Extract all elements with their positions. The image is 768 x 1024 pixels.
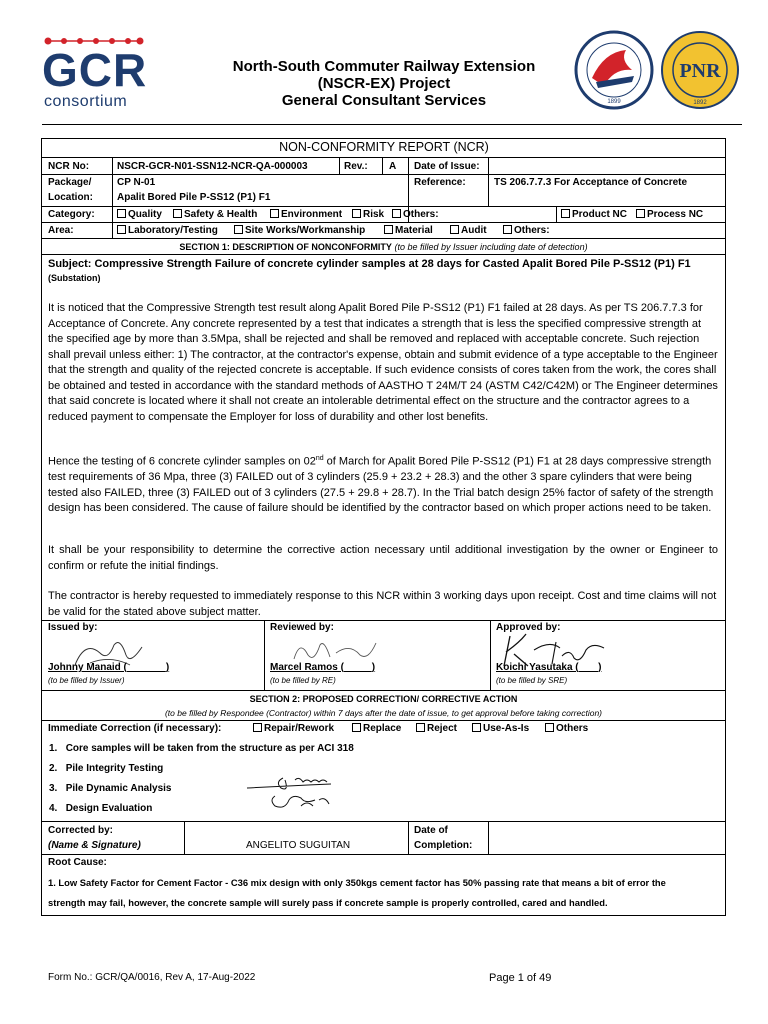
- title-line-1: North-South Commuter Railway Extension: [232, 58, 536, 75]
- checkbox[interactable]: [450, 225, 459, 234]
- dotr-seal-icon: [574, 30, 654, 110]
- reviewed-by-note: (to be filled by RE): [270, 676, 336, 685]
- option-others[interactable]: Others: [545, 723, 588, 735]
- rev-value: A: [389, 161, 397, 172]
- corrected-by-name: ANGELITO SUGUITAN: [246, 840, 351, 851]
- list-item: 1. Core samples will be taken from the structure as per ACI 318: [49, 743, 354, 754]
- date-of-completion-label-2: Completion:: [414, 840, 473, 851]
- footer-page-number: Page 1 of 49: [489, 972, 552, 984]
- pnr-seal-icon: [660, 30, 740, 110]
- title-line-2: (NSCR-EX) Project: [317, 75, 451, 92]
- area-others[interactable]: Others:: [503, 225, 550, 237]
- paragraph-3: It shall be your responsibility to determine the corrective action necessary until additional investigation by the owner or Engineer to confirm or refute the initial findings.: [48, 544, 718, 572]
- package-label: Package/: [48, 177, 92, 188]
- option-use-as-is[interactable]: Use-As-Is: [472, 723, 529, 735]
- gcr-logo: [42, 35, 152, 115]
- checkbox[interactable]: [503, 225, 512, 234]
- reference-label: Reference:: [414, 177, 466, 188]
- seal2-mark: PNR: [679, 60, 721, 82]
- issued-by-label: Issued by:: [48, 622, 98, 633]
- immediate-correction-label: Immediate Correction (if necessary):: [48, 723, 222, 734]
- category-process-nc[interactable]: Process NC: [636, 209, 703, 221]
- list-item: 4. Design Evaluation: [49, 803, 153, 814]
- reviewed-by-label: Reviewed by:: [270, 622, 334, 633]
- corrected-by-sub: (Name & Signature): [48, 840, 141, 851]
- category-risk[interactable]: Risk: [352, 209, 384, 221]
- section1-header: [42, 241, 725, 253]
- category-others[interactable]: Others:: [392, 209, 439, 221]
- section2-note: (to be filled by Respondee (Contractor) within 7 days after the date of issue, to get approval before taking correction): [164, 708, 603, 718]
- seal1-year: 1899: [607, 99, 621, 105]
- area-laboratory[interactable]: Laboratory/Testing: [117, 225, 218, 237]
- header-divider: [42, 124, 742, 125]
- category-environment[interactable]: Environment: [270, 209, 342, 221]
- paragraph-1: It is noticed that the Compressive Strength test result along Apalit Bored Pile P-SS12 (P1) F1 failed at 28 days. As per TS 206.7.7.3 for Acceptance of Concrete. Any concrete represented by a test that indicates a strength that is less the specified compressive strength at the specified age by more than 3.5Mpa, shall be rejected and shall be removed and replaced with acceptable concrete. Such rejection shall prevail unless either: 1) The contractor, at the contractor's expense, obtain and submit evidence of a type acceptable to the Engineer that the strength and quality of the rejected concrete is acceptable. If such evidence consists of cores taken from the work, the cores shall be obtained and tested in accordance with the standard methods of AASTHO T 24M/T 24 (ASTM C42/C42M) or The Engineer determines that said concrete is located where it shall not create an intolerable detrimental effect on the structure and the contractor agrees to a reduced payment to compensate the Employer for loss of durability and other lost benefits.: [48, 302, 718, 423]
- reference-value: TS 206.7.7.3 For Acceptance of Concrete: [494, 177, 688, 188]
- list-item: 3. Pile Dynamic Analysis: [49, 783, 172, 794]
- list-item: 2. Pile Integrity Testing: [49, 763, 164, 774]
- paragraph-4: The contractor is hereby requested to immediately response to this NCR within 3 working days upon receipt. Cost and time claims will not be valid for the stated above subject matter.: [48, 590, 717, 618]
- option-repair-rework[interactable]: Repair/Rework: [253, 723, 334, 735]
- footer-form-number: Form No.: GCR/QA/0016, Rev A, 17-Aug-2022: [48, 972, 256, 983]
- root-cause-line-1: 1. Low Safety Factor for Cement Factor - C36 mix design with only 350kgs cement factor has 50% passing rate that means a bit of error the: [48, 877, 666, 888]
- root-cause-label: Root Cause:: [48, 857, 107, 868]
- section2-title: SECTION 2: PROPOSED CORRECTION/ CORRECTIVE ACTION: [249, 694, 518, 704]
- checkbox[interactable]: [253, 723, 262, 732]
- area-label: Area:: [48, 225, 74, 236]
- option-reject[interactable]: Reject: [416, 723, 457, 735]
- checkbox[interactable]: [352, 209, 361, 218]
- location-label: Location:: [48, 192, 93, 203]
- checkbox[interactable]: [234, 225, 243, 234]
- rev-label: Rev.:: [344, 161, 368, 172]
- logo-subtext: consortium: [44, 93, 128, 110]
- corrected-by-label: Corrected by:: [48, 825, 114, 836]
- checkbox[interactable]: [472, 723, 481, 732]
- ncr-no-value: NSCR-GCR-N01-SSN12-NCR-QA-000003: [117, 161, 308, 172]
- checkbox[interactable]: [545, 723, 554, 732]
- checkbox[interactable]: [384, 225, 393, 234]
- category-quality[interactable]: Quality: [117, 209, 162, 221]
- category-safety[interactable]: Safety & Health: [173, 209, 257, 221]
- root-cause-line-2: strength may fail, however, the concrete sample will surely pass if concrete sample is properly controlled, cared and handled.: [48, 897, 608, 908]
- approved-by-label: Approved by:: [496, 622, 561, 633]
- issued-by-note: (to be filled by Issuer): [48, 676, 125, 685]
- date-of-issue-label: Date of Issue:: [414, 161, 480, 172]
- reviewed-by-name: Marcel Ramos ( ): [270, 662, 376, 673]
- area-material[interactable]: Material: [384, 225, 433, 237]
- location-value: Apalit Bored Pile P-SS12 (P1) F1: [117, 192, 271, 203]
- option-replace[interactable]: Replace: [352, 723, 401, 735]
- section1-title: SECTION 1: DESCRIPTION OF NONCONFORMITY: [179, 242, 392, 252]
- paragraph-2: Hence the testing of 6 concrete cylinder samples on 02nd of March for Apalit Bored Pile P-SS12 (P1) F1 at 28 days compressive strength test requirements of 36 Mpa, three (3) FAILED out of 3 cylinders (25.9 + 23.2 + 28.3) and the other 3 spare cylinders that were being tested also FAILED, three (3) FAILED out of 3 cylinders (27.5 + 29.8 + 28.7). In the Trial batch design 25% factor of safety of the strength design has been considered. The cause of failure should be identified by the contractor based on which proper actions need to be taken.: [48, 455, 714, 515]
- substation-note: (Substation): [48, 273, 101, 283]
- checkbox[interactable]: [117, 209, 126, 218]
- date-of-completion-label-1: Date of: [414, 825, 448, 836]
- category-label: Category:: [48, 209, 95, 220]
- category-product-nc[interactable]: Product NC: [561, 209, 627, 221]
- ncr-no-label: NCR No:: [48, 161, 90, 172]
- checkbox[interactable]: [270, 209, 279, 218]
- checkbox[interactable]: [416, 723, 425, 732]
- title-line-3: General Consultant Services: [281, 92, 487, 109]
- issued-by-name: Johnny Manaid ( ): [48, 662, 170, 673]
- checkbox[interactable]: [392, 209, 401, 218]
- subject: Subject: Compressive Strength Failure of concrete cylinder samples at 28 days for Casted Apalit Bored Pile P-SS12 (P1) F1: [48, 258, 691, 270]
- checkbox[interactable]: [561, 209, 570, 218]
- approved-by-name: Koichi Yasutaka ( ): [496, 662, 602, 673]
- package-value: CP N-01: [117, 177, 156, 188]
- logo-text: GCR: [42, 44, 148, 96]
- checkbox[interactable]: [173, 209, 182, 218]
- area-audit[interactable]: Audit: [450, 225, 487, 237]
- area-site-works[interactable]: Site Works/Workmanship: [234, 225, 365, 237]
- checkbox[interactable]: [117, 225, 126, 234]
- form-title: NON-CONFORMITY REPORT (NCR): [279, 140, 489, 154]
- approved-by-note: (to be filled by SRE): [496, 676, 568, 685]
- checkbox[interactable]: [636, 209, 645, 218]
- document-header-title: [200, 58, 568, 109]
- contractor-signature-icon: [245, 770, 355, 812]
- checkbox[interactable]: [352, 723, 361, 732]
- seal2-year: 1892: [693, 100, 707, 106]
- section1-note: (to be filled by Issuer including date of detection): [394, 242, 588, 252]
